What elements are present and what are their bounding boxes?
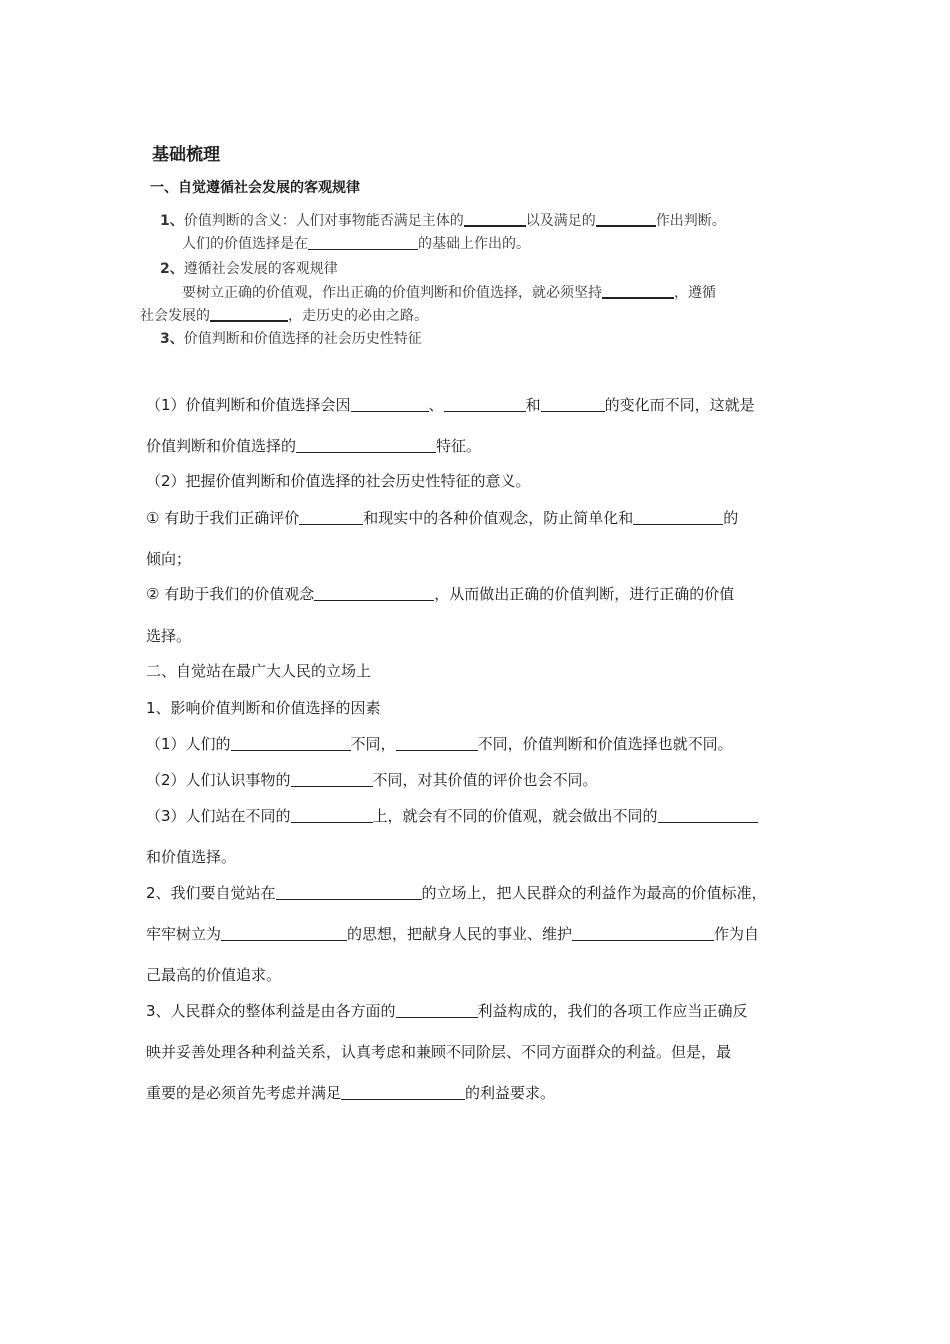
blank-p1-4[interactable] xyxy=(296,437,436,453)
p3-text-b: 和现实中的各种价值观念，防止简单化和 xyxy=(363,509,634,527)
s2-q1-line xyxy=(146,733,733,754)
p1-text-b: 、 xyxy=(428,396,444,414)
p4-text-a: ② 有助于我们的价值观念 xyxy=(146,585,315,603)
p1-line2 xyxy=(146,435,481,456)
q3-text-a: （3）人们站在不同的 xyxy=(146,807,291,825)
blank-item2-2[interactable] xyxy=(210,305,288,322)
item1-line1 xyxy=(160,210,726,230)
p1-line1 xyxy=(146,394,755,415)
blank-p1-3[interactable] xyxy=(541,396,605,412)
s2-3-text-a: 3、人民群众的整体利益是由各方面的 xyxy=(146,1002,396,1020)
blank-q1-1[interactable] xyxy=(231,735,351,751)
s2-item3-line2: 映并妥善处理各种利益关系，认真考虑和兼顾不同阶层、不同方面群众的利益。但是，最 xyxy=(146,1043,732,1061)
s2-item2-line1 xyxy=(146,882,767,903)
blank-item1-3[interactable] xyxy=(308,234,418,250)
item2-line3 xyxy=(140,305,428,325)
item1-text-d: 人们的价值选择是在 xyxy=(182,236,308,252)
p3-line2: 倾向； xyxy=(146,550,192,568)
p3-text-c: 的 xyxy=(723,509,739,527)
item1-text-e: 的基础上作出的。 xyxy=(418,236,530,252)
q2-text-b: 不同，对其价值的评价也会不同。 xyxy=(372,771,598,789)
p4-line1 xyxy=(146,583,734,604)
item1-line2 xyxy=(182,233,530,253)
section2-subheading-1: 1、影响价值判断和价值选择的因素 xyxy=(146,699,381,717)
s2-2-text-c: 牢牢树立为 xyxy=(146,925,222,943)
blank-q2-1[interactable] xyxy=(291,771,373,787)
item2-text-a: 遵循社会发展的客观规律 xyxy=(183,261,338,277)
s2-q3-line1 xyxy=(146,805,758,826)
item1-text-b: 以及满足的 xyxy=(525,213,596,229)
q2-text-a: （2）人们认识事物的 xyxy=(146,771,291,789)
p1-text-e: 价值判断和价值选择的 xyxy=(146,437,297,455)
s2-item3-line1 xyxy=(146,1000,748,1021)
p4-text-b: ，从而做出正确的价值判断，进行正确的价值 xyxy=(434,585,735,603)
s2-2-text-a: 2、我们要自觉站在 xyxy=(146,884,276,902)
page-title: 基础梳理 xyxy=(152,145,220,165)
q1-text-c: 不同，价值判断和价值选择也就不同。 xyxy=(477,735,733,753)
s2-item2-line3: 己最高的价值追求。 xyxy=(146,966,282,984)
p4-line2: 选择。 xyxy=(146,627,192,645)
blank-s2-3-2[interactable] xyxy=(341,1084,465,1100)
p1-text-f: 特征。 xyxy=(436,437,482,455)
q1-text-b: 不同， xyxy=(350,735,396,753)
item1-text-c: 作出判断。 xyxy=(655,213,726,229)
section1-heading: 一、自觉遵循社会发展的客观规律 xyxy=(150,180,360,196)
blank-p4-1[interactable] xyxy=(314,585,434,601)
blank-p3-2[interactable] xyxy=(633,509,723,525)
blank-q1-2[interactable] xyxy=(396,735,478,751)
p1-text-d: 的变化而不同，这就是 xyxy=(604,396,755,414)
section2-heading: 二、自觉站在最广大人民的立场上 xyxy=(146,662,372,680)
item2-text-c: ，遵循 xyxy=(674,285,716,301)
item1-text-a: 价值判断的含义：人们对事物能否满足主体的 xyxy=(183,213,464,229)
blank-item1-2[interactable] xyxy=(596,210,656,227)
item3-number: 3、 xyxy=(160,331,184,347)
item2-number: 2、 xyxy=(160,261,184,277)
blank-p1-2[interactable] xyxy=(444,396,526,412)
blank-q3-2[interactable] xyxy=(658,807,758,823)
blank-s2-2-1[interactable] xyxy=(276,884,422,900)
s2-3-text-b: 利益构成的，我们的各项工作应当正确反 xyxy=(477,1002,748,1020)
p2-line: （2）把握价值判断和价值选择的社会历史性特征的意义。 xyxy=(146,472,531,490)
p3-text-a: ① 有助于我们正确评价 xyxy=(146,509,300,527)
s2-2-text-b: 的立场上，把人民群众的利益作为最高的价值标准， xyxy=(421,884,767,902)
item2-text-e: ，走历史的必由之路。 xyxy=(288,308,428,324)
p1-text-a: （1）价值判断和价值选择会因 xyxy=(146,396,351,414)
s2-2-text-e: 作为自 xyxy=(714,925,760,943)
item2-line2 xyxy=(182,282,716,302)
blank-p1-1[interactable] xyxy=(351,396,429,412)
q3-text-b: 上，就会有不同的价值观，就会做出不同的 xyxy=(372,807,658,825)
blank-p3-1[interactable] xyxy=(299,509,363,525)
blank-s2-2-2[interactable] xyxy=(221,925,347,941)
p1-text-c: 和 xyxy=(525,396,541,414)
blank-s2-2-3[interactable] xyxy=(572,925,714,941)
q1-text-a: （1）人们的 xyxy=(146,735,231,753)
blank-q3-1[interactable] xyxy=(291,807,373,823)
item2-text-d: 社会发展的 xyxy=(140,308,210,324)
s2-3-text-d: 重要的是必须首先考虑并满足 xyxy=(146,1084,342,1102)
blank-item1-1[interactable] xyxy=(464,210,526,227)
s2-item2-line2 xyxy=(146,923,759,944)
blank-item2-1[interactable] xyxy=(602,282,674,299)
s2-item3-line3 xyxy=(146,1082,555,1103)
s2-q3-line2: 和价值选择。 xyxy=(146,848,237,866)
p3-line1 xyxy=(146,507,738,528)
s2-3-text-e: 的利益要求。 xyxy=(465,1084,556,1102)
s2-q2-line xyxy=(146,769,598,790)
item3-text-a: 价值判断和价值选择的社会历史性特征 xyxy=(183,331,422,347)
item2-line1 xyxy=(160,258,338,278)
item2-text-b: 要树立正确的价值观，作出正确的价值判断和价值选择，就必须坚持 xyxy=(182,285,602,301)
item1-number: 1、 xyxy=(160,213,184,229)
item3-line xyxy=(160,328,422,348)
blank-s2-3-1[interactable] xyxy=(396,1002,478,1018)
s2-2-text-d: 的思想，把献身人民的事业、维护 xyxy=(347,925,573,943)
